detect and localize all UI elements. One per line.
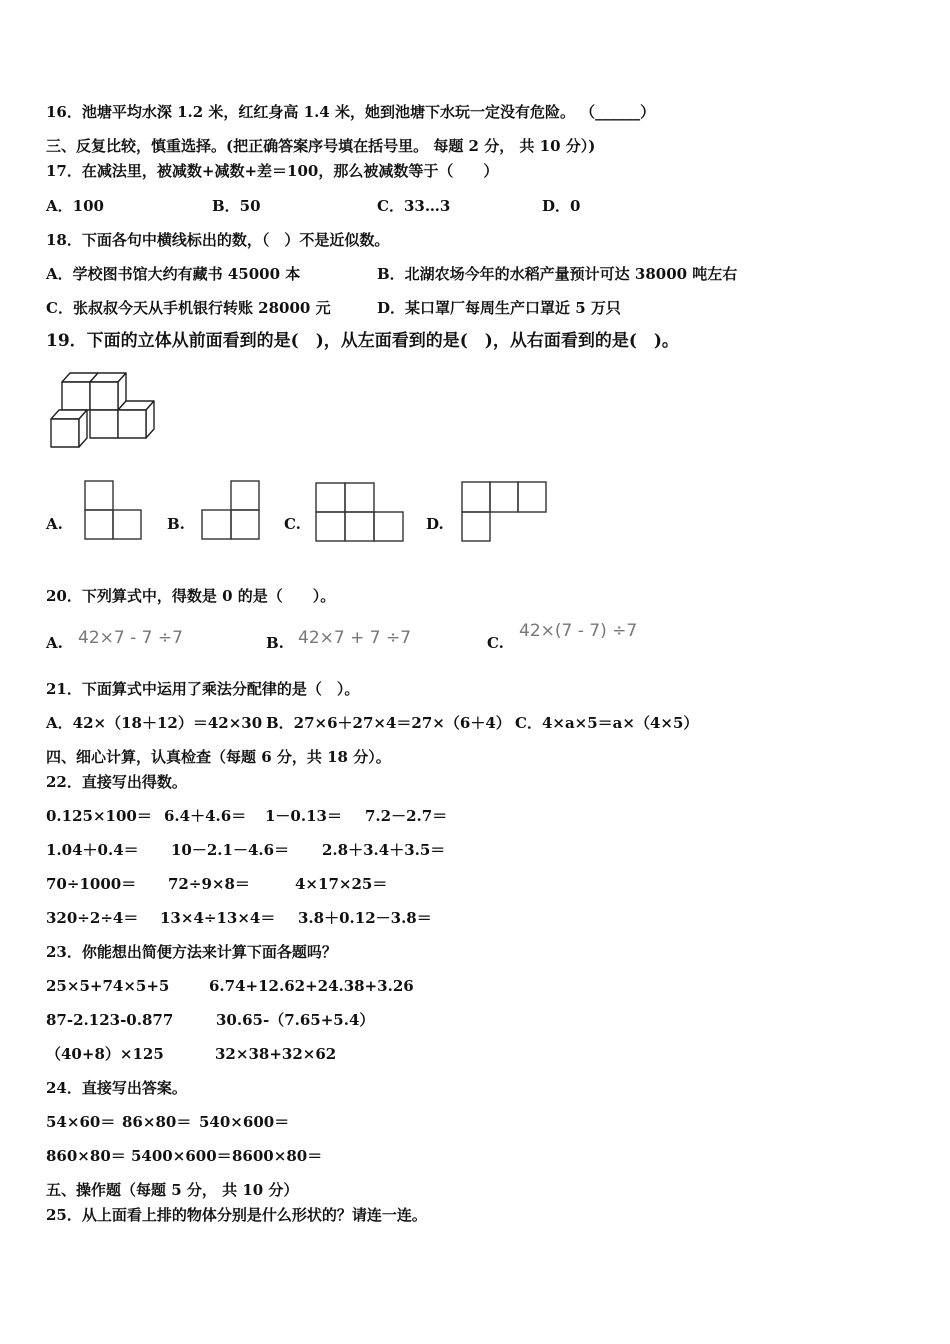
- section-4-heading: 四、细心计算，认真检查（每题 6 分，共 18 分）。: [46, 748, 391, 766]
- q22-item: 320÷2÷4＝: [46, 909, 139, 927]
- cube-solid-figure: [48, 370, 160, 454]
- q20-option-a-expression: 42×7 - 7 ÷7: [78, 628, 183, 648]
- q20-option-c-expression: 42×(7 - 7) ÷7: [519, 621, 638, 641]
- q17-option-a: A．100: [46, 197, 104, 215]
- q19-option-c-label: C.: [284, 515, 301, 533]
- q24-item: 540×600＝: [199, 1113, 290, 1131]
- section-5-heading: 五、操作题（每题 5 分， 共 10 分）: [46, 1181, 299, 1199]
- q24-item: 86×80＝: [122, 1113, 192, 1131]
- q18-option-c: C．张叔叔今天从手机银行转账 28000 元: [46, 299, 331, 317]
- q17-option-c: C．33…3: [377, 197, 451, 215]
- q21-option-c: C．4×a×5＝a×（4×5）: [515, 714, 699, 732]
- q24-item: 5400×600＝: [131, 1147, 232, 1165]
- q17-option-d: D．0: [542, 197, 581, 215]
- q22-item: 4×17×25＝: [295, 875, 388, 893]
- q24-item: 8600×80＝: [232, 1147, 323, 1165]
- question-23-stem: 23．你能想出简便方法来计算下面各题吗？: [46, 943, 337, 961]
- q23-item: 32×38+32×62: [215, 1045, 337, 1063]
- q22-item: 1－0.13＝: [265, 807, 342, 825]
- q23-item: 87-2.123-0.877: [46, 1011, 174, 1029]
- q18-option-d: D．某口罩厂每周生产口罩近 5 万只: [377, 299, 621, 317]
- question-19-stem: 19．下面的立体从前面看到的是( )，从左面看到的是( )，从右面看到的是( )。: [46, 331, 679, 351]
- q19-option-c-view: [315, 482, 405, 544]
- q22-item: 6.4＋4.6＝: [164, 807, 247, 825]
- q18-option-b: B．北湖农场今年的水稻产量预计可达 38000 吨左右: [377, 265, 738, 283]
- q22-item: 1.04＋0.4＝: [46, 841, 139, 859]
- question-20-stem: 20．下列算式中，得数是 0 的是（ ）。: [46, 587, 336, 605]
- q19-option-d-label: D.: [426, 515, 444, 533]
- q19-option-d-view: [460, 480, 550, 544]
- q20-option-b-label: B.: [266, 634, 284, 652]
- q22-item: 70÷1000＝: [46, 875, 137, 893]
- q22-item: 3.8＋0.12－3.8＝: [298, 909, 432, 927]
- q20-option-b-expression: 42×7 + 7 ÷7: [298, 628, 412, 648]
- q19-option-b-label: B.: [167, 515, 185, 533]
- question-24-stem: 24．直接写出答案。: [46, 1079, 187, 1097]
- q24-item: 860×80＝: [46, 1147, 126, 1165]
- q20-option-a-label: A.: [46, 634, 63, 652]
- q24-item: 54×60＝: [46, 1113, 116, 1131]
- q22-item: 7.2－2.7＝: [365, 807, 448, 825]
- question-17-stem: 17．在减法里，被减数+减数+差＝100，那么被减数等于（ ）: [46, 162, 499, 180]
- q19-option-b-view: [201, 480, 261, 542]
- q23-item: （40+8）×125: [46, 1045, 164, 1063]
- question-22-stem: 22．直接写出得数。: [46, 773, 187, 791]
- section-3-heading: 三、反复比较，慎重选择。(把正确答案序号填在括号里。 每题 2 分， 共 10 分）): [46, 137, 596, 155]
- q23-item: 30.65-（7.65+5.4）: [216, 1011, 375, 1029]
- q22-item: 0.125×100＝: [46, 807, 152, 825]
- q21-option-b: B．27×6＋27×4＝27×（6＋4）: [266, 714, 511, 732]
- q22-item: 72÷9×8＝: [168, 875, 250, 893]
- q23-item: 25×5+74×5+5: [46, 977, 170, 995]
- q21-option-a: A．42×（18＋12）＝42×30: [46, 714, 263, 732]
- q19-option-a-label: A.: [46, 515, 63, 533]
- question-16: 16．池塘平均水深 1.2 米，红红身高 1.4 米，她到池塘下水玩一定没有危险。 （______）: [46, 103, 656, 121]
- q22-item: 2.8＋3.4＋3.5＝: [322, 841, 446, 859]
- question-25-stem: 25．从上面看上排的物体分别是什么形状的？请连一连。: [46, 1206, 427, 1224]
- q20-option-c-label: C.: [487, 634, 504, 652]
- q19-option-a-view: [84, 480, 144, 542]
- q23-item: 6.74+12.62+24.38+3.26: [209, 977, 414, 995]
- q18-option-a: A．学校图书馆大约有藏书 45000 本: [46, 265, 301, 283]
- q17-option-b: B．50: [212, 197, 261, 215]
- question-18-stem: 18．下面各句中横线标出的数，（ ）不是近似数。: [46, 231, 390, 249]
- question-21-stem: 21．下面算式中运用了乘法分配律的是（ ）。: [46, 680, 360, 698]
- q22-item: 10－2.1－4.6＝: [171, 841, 290, 859]
- q22-item: 13×4÷13×4＝: [160, 909, 276, 927]
